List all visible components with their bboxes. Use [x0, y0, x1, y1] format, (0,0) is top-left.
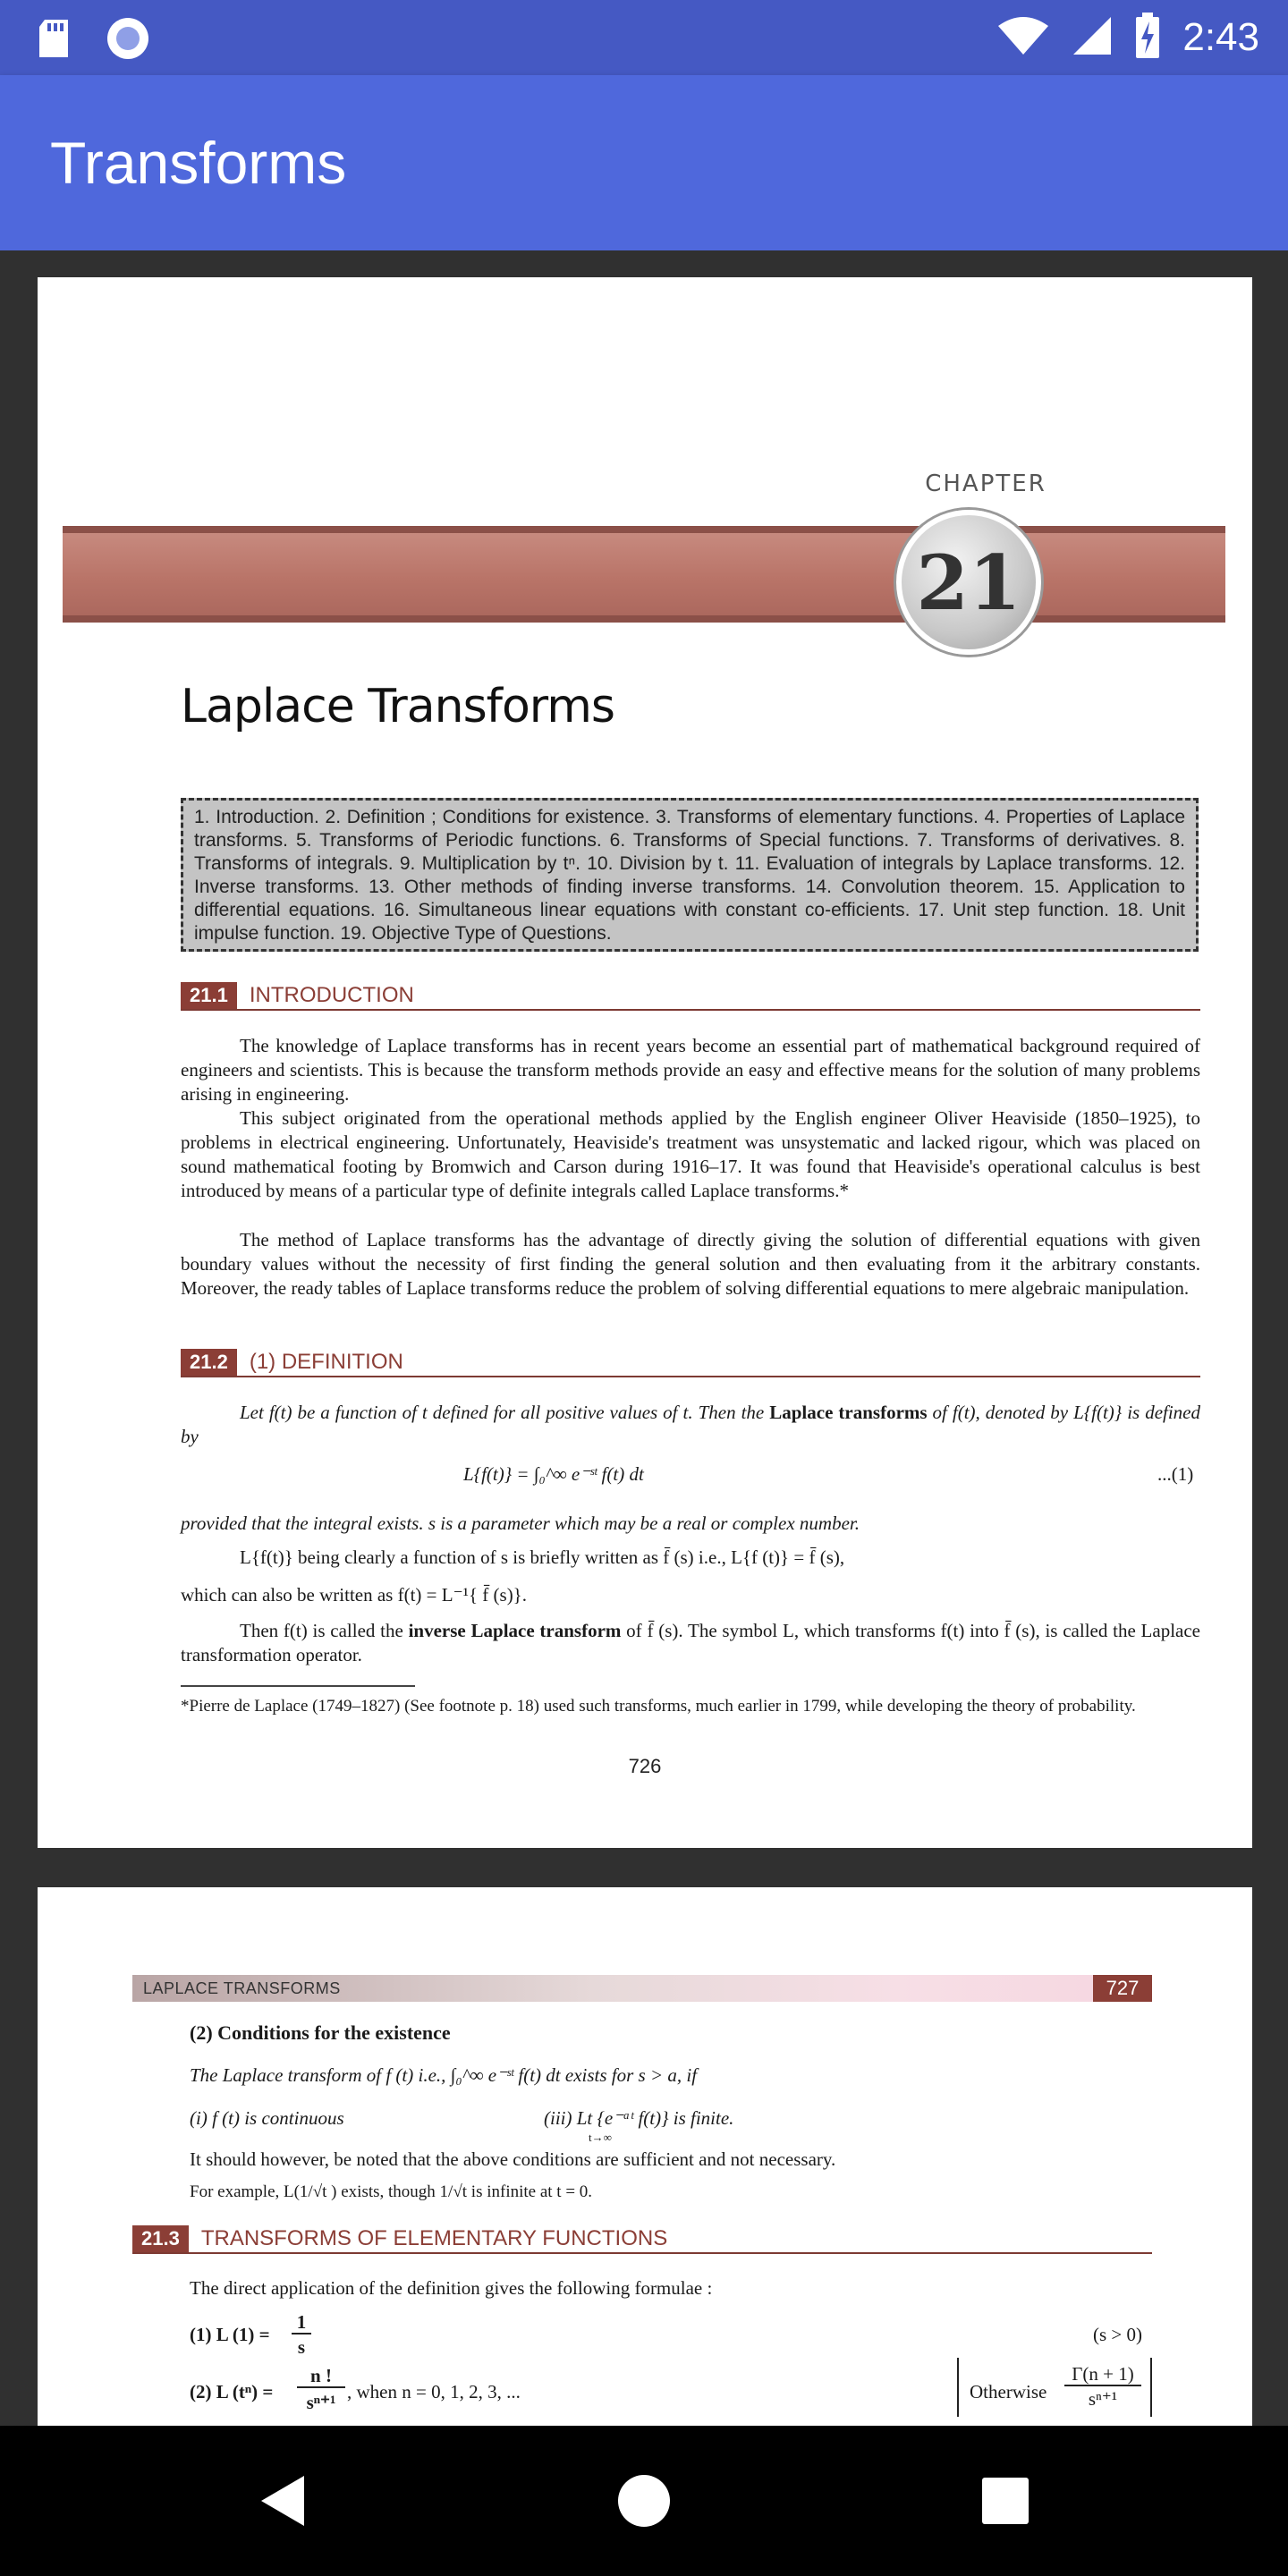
otherwise-bracket	[957, 2358, 1152, 2417]
chapter-banner	[63, 526, 1225, 623]
paragraph: which can also be written as f(t) = L⁻¹{ f̄ (s)}.	[181, 1584, 528, 1606]
app-title: Transforms	[50, 130, 347, 196]
paragraph: L{f(t)} being clearly a function of s is briefly written as f̄ (s) i.e., L{f (t)} = f̄ (s),	[240, 1546, 845, 1568]
circle-notification-icon	[106, 16, 150, 65]
status-bar	[0, 0, 1288, 75]
pdf-viewer[interactable]	[0, 250, 1288, 2426]
definition-paragraph: Let f(t) be a function of t defined for all positive values of t. Then the Laplace transforms of f(t), denoted by L{f(t)} is defined by	[181, 1402, 1201, 1447]
section-number: 21.3	[132, 2225, 189, 2252]
paragraph: The Laplace transform of f (t) i.e., ∫₀^∞ e⁻ˢᵗ f(t) dt exists for s > a, if	[190, 2064, 698, 2086]
formula-2-label: (2) L (tⁿ) =	[190, 2381, 274, 2402]
otherwise-label: Otherwise	[970, 2381, 1047, 2402]
section-heading-21-3	[132, 2227, 1152, 2254]
chapter-label: CHAPTER	[925, 470, 1046, 497]
paragraph: The direct application of the definition gives the following formulae :	[190, 2277, 713, 2299]
running-title: LAPLACE TRANSFORMS	[143, 1979, 341, 1997]
section-heading-21-1	[181, 984, 1200, 1011]
formula-1-label: (1) L (1) =	[190, 2324, 270, 2345]
wifi-icon	[996, 15, 1050, 61]
definition-formula: L{f(t)} = ∫₀^∞ e⁻ˢᵗ f(t) dt	[463, 1463, 644, 1485]
app-bar	[0, 75, 1288, 250]
chapter-title: Laplace Transforms	[181, 680, 615, 733]
subsection-heading: (2) Conditions for the existence	[190, 2021, 451, 2044]
battery-charging-icon	[1134, 13, 1161, 64]
section-heading-21-2	[181, 1351, 1200, 1377]
formula-2-tail: , when n = 0, 1, 2, 3, ...	[347, 2381, 521, 2402]
condition-i: (i) f (t) is continuous	[190, 2107, 344, 2129]
chapter-number: 21	[916, 538, 1021, 627]
running-header	[132, 1975, 1152, 2002]
paragraph: The knowledge of Laplace transforms has in recent years become an essential part of mathematical background required of engineers and scientists. This is because the transform methods provide an easy and effective means for the solution of many problems arising in engineering.	[181, 1035, 1200, 1105]
back-button[interactable]	[193, 2426, 372, 2576]
paragraph: The method of Laplace transforms has the advantage of directly giving the solution of differential equations with given boundary values without the necessity of first finding the general solution and then evaluating from it the arbitrary constants. Moreover, the ready tables of Laplace transforms reduce the problem of solving differential equations to mere algebraic manipulation.	[181, 1229, 1200, 1299]
cell-signal-icon	[1072, 15, 1113, 61]
section-number: 21.2	[181, 1349, 237, 1376]
paragraph: provided that the integral exists. s is a parameter which may be a real or complex number.	[181, 1513, 860, 1534]
footnote: *Pierre de Laplace (1749–1827) (See footnote p. 18) used such transforms, much earlier in 1799, while developing the theory of probability.	[181, 1697, 1136, 1716]
formula-2-numerator: n !	[297, 2365, 345, 2388]
section-title: TRANSFORMS OF ELEMENTARY FUNCTIONS	[200, 2226, 668, 2250]
equation-number: ...(1)	[1157, 1463, 1194, 1485]
recents-icon	[980, 2476, 1030, 2526]
clock: 2:43	[1182, 15, 1259, 59]
page-number: 726	[628, 1755, 662, 1777]
otherwise-numerator: Γ(n + 1)	[1064, 2363, 1141, 2386]
section-title: INTRODUCTION	[249, 983, 414, 1007]
home-icon	[616, 2473, 672, 2529]
chapter-contents-box	[181, 798, 1199, 952]
otherwise-denominator: sⁿ⁺¹	[1088, 2388, 1118, 2410]
navigation-bar	[0, 2426, 1288, 2576]
paragraph: Then f(t) is called the inverse Laplace transform of f̄ (s). The symbol L, which transforms f(t) into f̄ (s), is called the Laplace transformation operator.	[181, 1620, 1201, 1665]
recents-button[interactable]	[916, 2426, 1095, 2576]
condition-iii: (iii) Lt {e⁻ᵃᵗ f(t)} is finite.	[544, 2107, 734, 2129]
back-icon	[256, 2472, 309, 2529]
paragraph: It should however, be noted that the above conditions are sufficient and not necessary.	[190, 2148, 836, 2170]
formula-1-numerator: 1	[292, 2311, 311, 2334]
section-title: (1) DEFINITION	[249, 1350, 403, 1374]
pdf-page-726	[38, 277, 1252, 1848]
section-number: 21.1	[181, 982, 237, 1009]
limit-subscript: t→∞	[589, 2131, 612, 2144]
running-page-number: 727	[1093, 1975, 1152, 2002]
formula-2-denominator: sⁿ⁺¹	[306, 2392, 336, 2413]
formula-1-condition: (s > 0)	[1093, 2324, 1143, 2345]
paragraph: For example, L(1/√t ) exists, though 1/√t is infinite at t = 0.	[190, 2182, 593, 2201]
pdf-page-727	[38, 1887, 1252, 2426]
chapter-number-badge	[896, 510, 1041, 655]
footnote-divider	[181, 1685, 415, 1687]
formula-1-denominator: s	[297, 2336, 306, 2358]
paragraph: This subject originated from the operational methods applied by the English engineer Oliver Heaviside (1850–1925), to problems in electrical engineering. Unfortunately, Heaviside's treatment was unsystematic and lacked rigour, which was placed on sound mathematical footing by Bromwich and Carson during 1916–17. It was found that Heaviside's operational calculus is best introduced by means of a particular type of definite integrals called Laplace transforms.*	[181, 1107, 1200, 1201]
chapter-contents: 1. Introduction. 2. Definition ; Conditions for existence. 3. Transforms of elementary functions. 4. Properties of Laplace transforms. 5. Transforms of Periodic functions. 6. Transforms of Special functions. 7. Transforms of derivatives. 8. Transforms of integrals. 9. Multiplication by tⁿ. 10. Division by t. 11. Evaluation of integrals by Laplace transforms. 12. Inverse transforms. 13. Other methods of finding inverse transforms. 14. Convolution theorem. 15. Application to differential equations. 16. Simultaneous linear equations with constant co-efficients. 17. Unit step function. 18. Unit impulse function. 19. Objective Type of Questions.	[194, 807, 1185, 944]
home-button[interactable]	[555, 2426, 733, 2576]
sd-card-icon	[36, 18, 72, 64]
